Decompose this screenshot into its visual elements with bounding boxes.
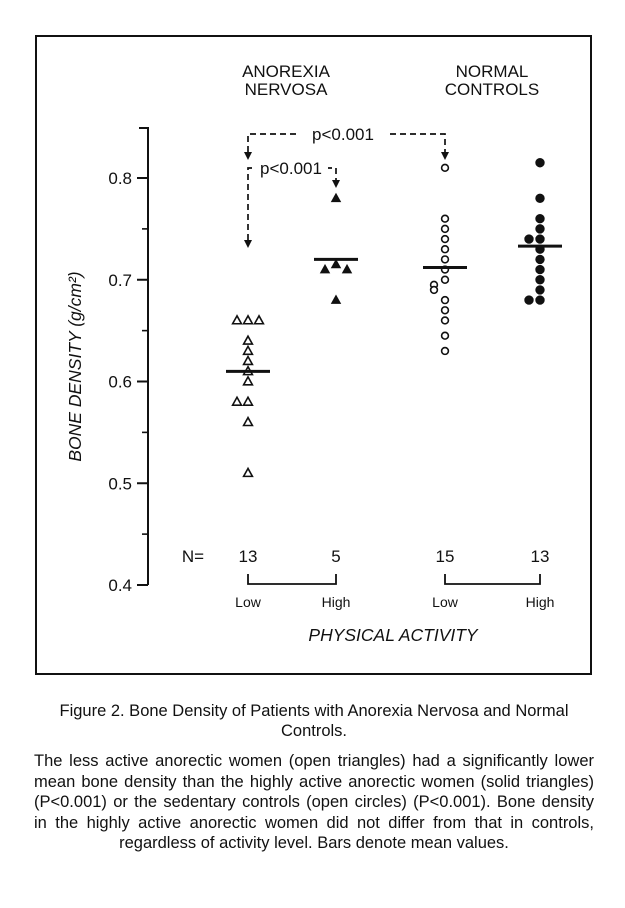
data-point-open-circle xyxy=(442,215,449,222)
data-point-solid-circle xyxy=(536,225,544,233)
y-tick-label: 0.4 xyxy=(108,576,132,595)
data-point-open-triangle xyxy=(244,346,253,354)
data-point-open-circle xyxy=(442,236,449,243)
group-label: NORMAL xyxy=(455,62,529,81)
group-label: ANOREXIA xyxy=(242,62,330,81)
significance-label: p<0.001 xyxy=(260,159,322,178)
figure-caption-title: Figure 2. Bone Density of Patients with Anorexia Nervosa and Normal Controls. xyxy=(59,702,569,740)
n-prefix-label: N= xyxy=(181,547,205,566)
data-point-open-circle xyxy=(442,297,449,304)
arrowhead-icon xyxy=(441,152,449,160)
data-point-solid-circle xyxy=(525,235,533,243)
group-bracket xyxy=(445,574,540,584)
data-point-open-triangle xyxy=(244,377,253,385)
significance-label: p<0.001 xyxy=(312,125,374,144)
data-point-solid-triangle xyxy=(332,295,341,303)
data-point-open-triangle xyxy=(244,336,253,344)
group-label: NERVOSA xyxy=(244,80,328,99)
data-point-solid-circle xyxy=(536,194,544,202)
data-point-open-circle xyxy=(442,307,449,314)
data-point-open-triangle xyxy=(244,357,253,365)
data-point-open-circle xyxy=(442,256,449,263)
data-point-solid-circle xyxy=(536,276,544,284)
y-tick-label: 0.6 xyxy=(108,372,132,392)
data-point-open-circle xyxy=(442,276,449,283)
data-point-open-triangle xyxy=(255,316,264,324)
data-point-open-triangle xyxy=(244,316,253,324)
data-point-solid-triangle xyxy=(343,265,352,273)
data-point-solid-circle xyxy=(536,286,544,294)
data-point-open-triangle xyxy=(233,397,242,405)
activity-level-label: Low xyxy=(235,594,261,610)
data-point-open-triangle xyxy=(244,418,253,426)
y-axis-label: BONE DENSITY (g/cm²) xyxy=(65,271,85,462)
arrowhead-icon xyxy=(332,180,340,188)
n-count: 5 xyxy=(331,547,341,566)
data-point-solid-circle xyxy=(536,235,544,243)
data-point-solid-circle xyxy=(536,265,544,273)
group-bracket xyxy=(248,574,336,584)
data-point-solid-circle xyxy=(536,215,544,223)
data-point-open-triangle xyxy=(244,468,253,476)
data-point-open-circle xyxy=(431,287,438,294)
y-tick-label: 0.8 xyxy=(108,169,132,188)
activity-level-label: High xyxy=(525,594,555,610)
n-count: 13 xyxy=(530,547,550,566)
arrowhead-icon xyxy=(244,152,252,160)
data-point-open-triangle xyxy=(233,316,242,324)
significance-bracket-dashed xyxy=(248,168,336,240)
data-point-open-circle xyxy=(442,164,449,171)
activity-level-label: High xyxy=(321,594,351,610)
group-label: CONTROLS xyxy=(444,80,540,99)
data-point-solid-triangle xyxy=(321,265,330,273)
n-count: 15 xyxy=(435,547,455,566)
data-point-open-circle xyxy=(442,317,449,324)
figure-caption-body: The less active anorectic women (open triangles) had a significantly lower mean bone density than the highly active anorectic women (solid triangles) (P<0.001) or the sedentary controls (open circles) (P<0.001). Bone density in the highly active anorectic women did not differ from that in controls, regardless of activity level. Bars denote mean values. xyxy=(34,752,594,852)
arrowhead-icon xyxy=(244,240,252,248)
data-point-solid-circle xyxy=(536,255,544,263)
n-count: 13 xyxy=(238,547,258,566)
y-tick-label: 0.5 xyxy=(108,474,132,494)
data-point-solid-circle xyxy=(536,296,544,304)
data-point-solid-circle xyxy=(536,159,544,167)
activity-level-label: Low xyxy=(432,594,458,610)
data-point-open-circle xyxy=(442,246,449,253)
data-point-solid-triangle xyxy=(332,260,341,268)
data-point-open-circle xyxy=(442,225,449,232)
data-point-solid-circle xyxy=(525,296,533,304)
data-point-open-circle xyxy=(442,332,449,339)
data-point-open-circle xyxy=(442,348,449,355)
data-point-solid-triangle xyxy=(332,194,341,202)
data-point-open-triangle xyxy=(244,397,253,405)
y-tick-label: 0.7 xyxy=(108,270,132,290)
x-axis-label: PHYSICAL ACTIVITY xyxy=(308,625,478,645)
